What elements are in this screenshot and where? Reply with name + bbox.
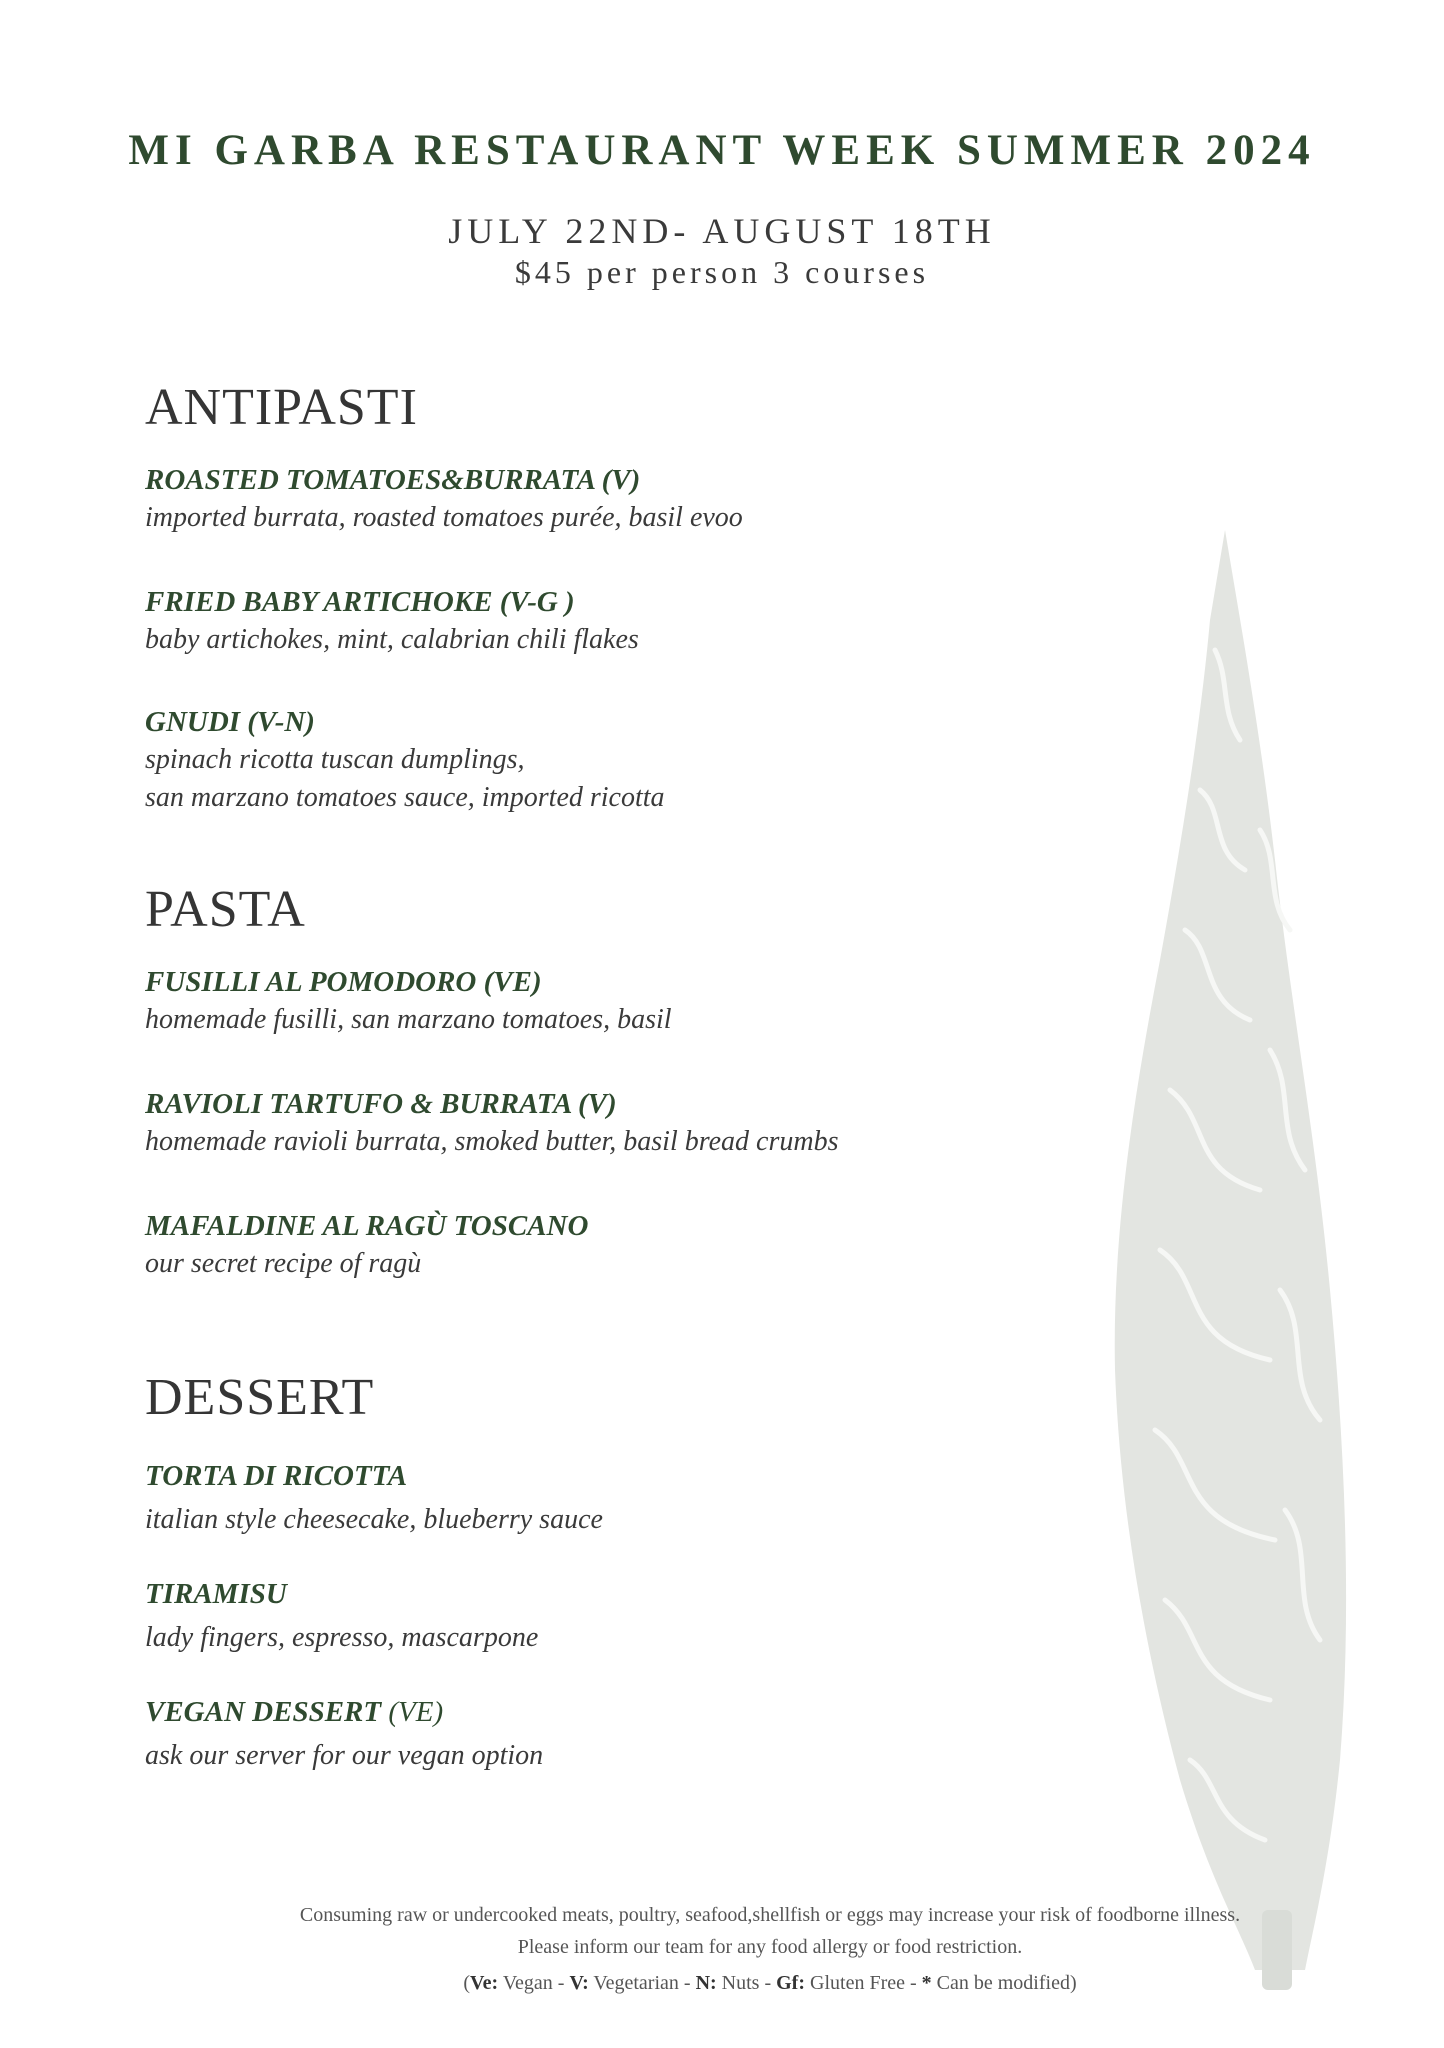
menu-item-name-text: VEGAN DESSERT	[145, 1696, 382, 1728]
food-safety-notice: Consuming raw or undercooked meats, poultry, seafood,shellfish or eggs may increase your risk of foodborne illness.	[299, 1904, 1241, 1926]
menu-item-name: FUSILLI AL POMODORO (VE)	[145, 966, 542, 998]
event-dates: JULY 22ND- AUGUST 18TH	[448, 211, 996, 251]
section-title-pasta: PASTA	[145, 881, 306, 938]
legend-value-nuts: Nuts -	[716, 1972, 777, 1994]
legend-value-vegetarian: Vegetarian -	[588, 1972, 696, 1994]
menu-item-name: RAVIOLI TARTUFO & BURRATA (V)	[145, 1088, 617, 1120]
diet-legend	[200, 1972, 1340, 1995]
menu-item-description: san marzano tomatoes sauce, imported ricotta	[145, 782, 665, 813]
legend-key-vegetarian: V:	[569, 1972, 589, 1994]
menu-item-name: FRIED BABY ARTICHOKE (V-G )	[145, 586, 575, 618]
cypress-tree-icon	[1090, 530, 1410, 2000]
section-title-antipasti: ANTIPASTI	[145, 379, 418, 436]
price-line: $45 per person 3 courses	[514, 254, 930, 290]
menu-item-description: italian style cheesecake, blueberry sauce	[145, 1504, 603, 1535]
menu-item-name: GNUDI (V-N)	[145, 706, 315, 738]
menu-item-description: homemade fusilli, san marzano tomatoes, basil	[145, 1004, 672, 1035]
menu-item-description: our secret recipe of ragù	[145, 1248, 422, 1279]
legend-key-nuts: N:	[695, 1972, 717, 1994]
legend-value-gluten-free: Gluten Free -	[805, 1972, 922, 1994]
menu-item-name	[145, 1696, 443, 1729]
menu-item-name: ROASTED TOMATOES&BURRATA (V)	[145, 464, 641, 496]
allergy-notice: Please inform our team for any food allergy or food restriction.	[517, 1936, 1023, 1958]
section-title-dessert: DESSERT	[145, 1369, 375, 1426]
legend-key-gluten-free: Gf:	[776, 1972, 806, 1994]
menu-item-description: homemade ravioli burrata, smoked butter, basil bread crumbs	[145, 1126, 839, 1157]
menu-item-name: MAFALDINE AL RAGÙ TOSCANO	[145, 1210, 589, 1242]
legend-key-vegan: Ve:	[470, 1972, 499, 1994]
menu-item-name: TIRAMISU	[145, 1578, 287, 1610]
menu-item-description: ask our server for our vegan option	[145, 1740, 544, 1771]
legend-open: (	[463, 1972, 471, 1994]
legend-key-modifiable: *	[921, 1972, 932, 1994]
menu-item-description: lady fingers, espresso, mascarpone	[145, 1622, 539, 1653]
menu-item-description: imported burrata, roasted tomatoes purée, basil evoo	[145, 502, 743, 533]
menu-item-description: spinach ricotta tuscan dumplings,	[145, 744, 525, 775]
menu-item-description: baby artichokes, mint, calabrian chili flakes	[145, 624, 639, 655]
legend-value-modifiable: Can be modified)	[931, 1972, 1077, 1994]
diet-tag: (VE)	[381, 1696, 444, 1728]
menu-item-name: TORTA DI RICOTTA	[145, 1460, 408, 1492]
legend-value-vegan: Vegan -	[498, 1972, 570, 1994]
menu-title: MI GARBA RESTAURANT WEEK SUMMER 2024	[128, 127, 1316, 174]
